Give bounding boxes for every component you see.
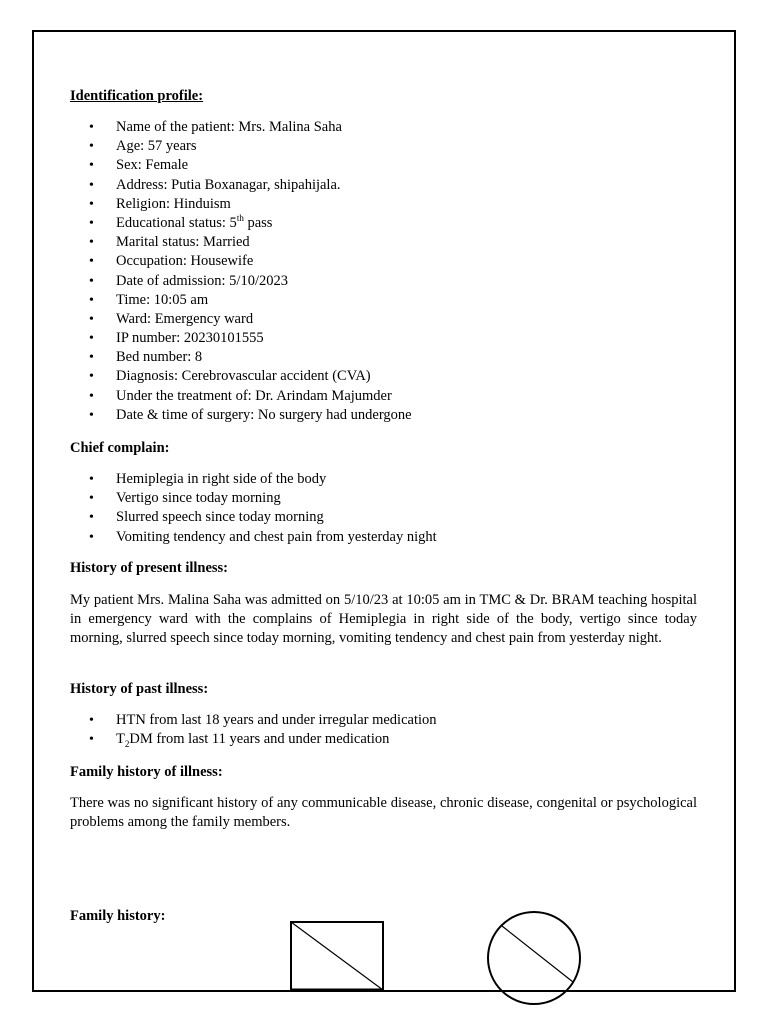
list-item: • Time: 10:05 am (70, 291, 412, 310)
list-item: • Under the treatment of: Dr. Arindam Majumder (70, 387, 412, 406)
bullet-icon: • (89, 311, 94, 327)
bullet-icon: • (89, 472, 94, 487)
bullet-icon: • (89, 529, 94, 545)
present-illness-heading: History of present illness: (70, 560, 229, 576)
list-item: • Address: Putia Boxanagar, shipahijala. (70, 176, 412, 195)
past-illness-heading: History of past illness: (70, 681, 209, 697)
bullet-icon: • (89, 350, 94, 366)
identification-heading: Identification profile: (70, 88, 204, 104)
list-item: • Sex: Female (70, 156, 412, 175)
bullet-icon: • (89, 196, 94, 212)
bullet-icon: • (89, 177, 94, 193)
bullet-icon: • (89, 732, 94, 748)
list-item: • Age: 57 years (70, 137, 412, 156)
list-item: • Name of the patient: Mrs. Malina Saha (70, 118, 412, 137)
bullet-icon: • (89, 254, 94, 270)
deceased-male-symbol (291, 922, 383, 990)
family-illness-heading: Family history of illness: (70, 764, 223, 780)
list-item: • Ward: Emergency ward (70, 310, 412, 329)
list-item: • Occupation: Housewife (70, 252, 412, 271)
list-item: • Religion: Hinduism (70, 195, 412, 214)
list-item: • Marital status: Married (70, 233, 412, 252)
bullet-icon: • (89, 388, 94, 404)
list-item: • Slurred speech since today morning (70, 508, 437, 527)
present-illness-text: My patient Mrs. Malina Saha was admitted on 5/10/23 at 10:05 am in TMC & Dr. BRAM teaching hospital in emergency ward with the complains of Hemiplegia in right side of the body, vertigo since today morning, slurred speech since today morning, vomiting tendency and chest pain from yesterday night. (70, 592, 697, 647)
bullet-icon: • (89, 369, 94, 385)
chief-complain-heading: Chief complain: (70, 440, 170, 456)
list-item: • $T_2DM$ from last 11 years and under medication (89, 731, 390, 750)
list-item: • Date of admission: 5/10/2023 (70, 272, 412, 291)
deceased-female-symbol (488, 912, 580, 1004)
bullet-icon: • (89, 158, 94, 174)
family-history-heading: Family history: (70, 908, 166, 924)
bullet-icon: • (89, 139, 94, 155)
bullet-icon: • (89, 331, 94, 347)
list-item: • Bed number: 8 (70, 348, 412, 367)
list-item: • Vertigo since today morning (70, 489, 437, 508)
bullet-icon: • (89, 235, 94, 251)
list-item-education: • Educational status: 5th pass (70, 214, 412, 233)
bullet-icon: • (89, 713, 94, 728)
bullet-icon: • (89, 273, 94, 289)
bullet-icon: • (89, 491, 94, 507)
list-item: • IP number: 20230101555 (70, 329, 412, 348)
list-item: • Date & time of surgery: No surgery had undergone (70, 406, 412, 425)
list-item: • Vomiting tendency and chest pain from yesterday night (70, 528, 437, 547)
bullet-icon: • (89, 407, 94, 423)
list-item: • HTN from last 18 years and under irregular medication (70, 711, 437, 730)
list-item: • Hemiplegia in right side of the body (70, 470, 437, 489)
bullet-icon: • (89, 215, 94, 231)
bullet-icon: • (89, 510, 94, 526)
bullet-icon: • (89, 292, 94, 308)
bullet-icon: • (89, 120, 94, 135)
list-item: • Diagnosis: Cerebrovascular accident (CVA) (70, 367, 412, 386)
family-illness-text: There was no significant history of any communicable disease, chronic disease, congenital or psychological problems among the family members. (70, 795, 697, 831)
